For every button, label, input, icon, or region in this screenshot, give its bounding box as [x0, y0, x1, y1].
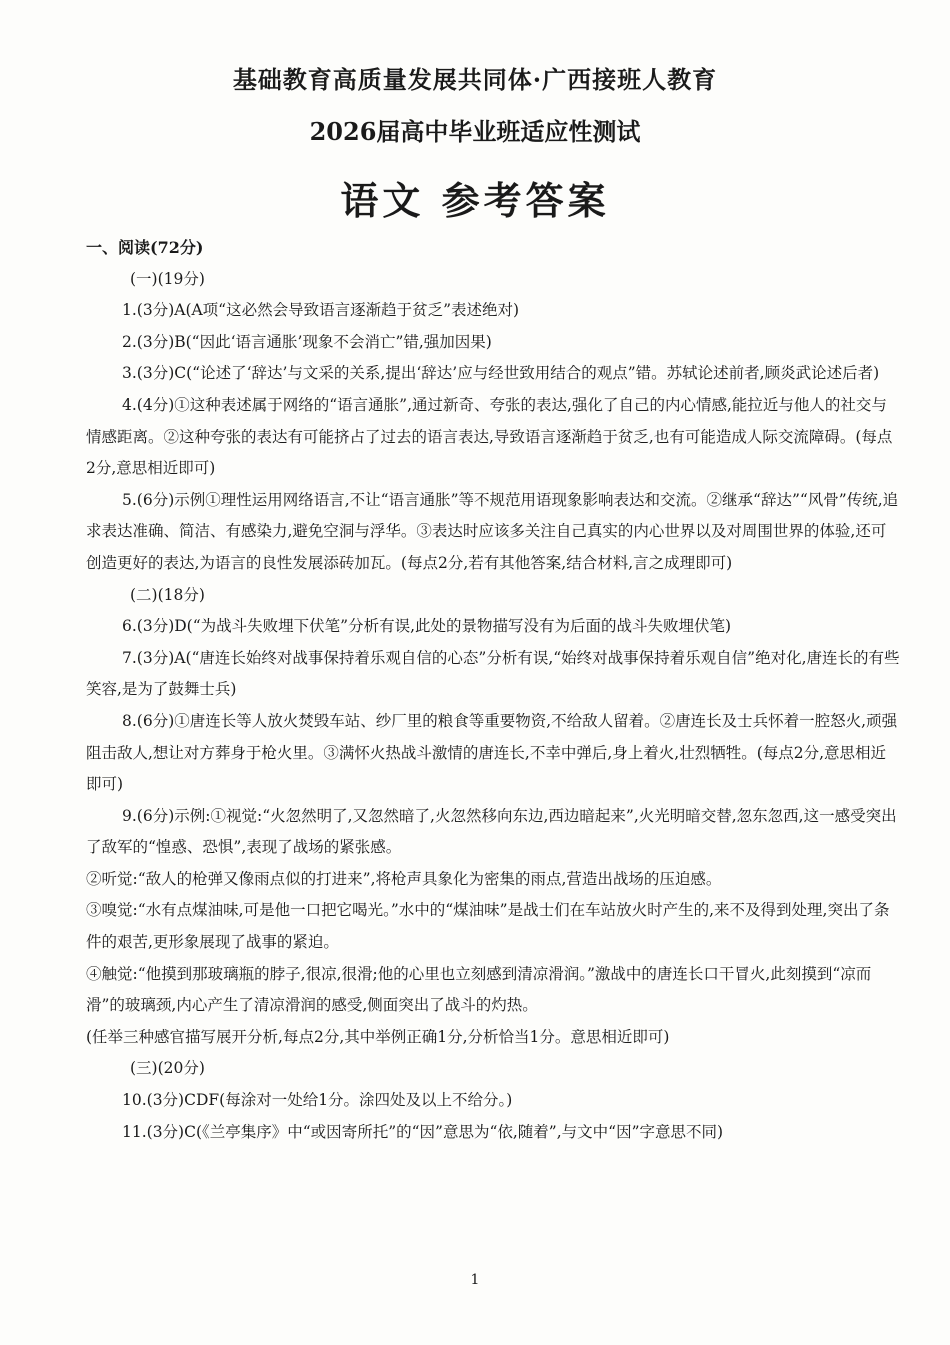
answer-item-4: 4.(4分)①这种表述属于网络的“语言通胀”,通过新奇、夸张的表达,强化了自己的内心情感,能拉近与他人的社交与情感距离。②这种夸张的表达有可能挤占了过去的语言表达,导致语言逐渐趋于贫乏,也有可能造成人际交流障碍。(每点2分,意思相近即可)	[86, 395, 893, 478]
answer-item-5: 5.(6分)示例①理性运用网络语言,不让“语言通胀”等不规范用语现象影响表达和交流。②继承“辞达”“风骨”传统,追求表达准确、简洁、有感染力,避免空洞与浮华。③表达时应该多关注自己真实的内心世界以及对周围世界的体验,还可创造更好的表达,为语言的良性发展添砖加瓦。(每点2分,若有其他答案,结合材料,言之成理即可)	[86, 490, 899, 572]
answer-item-9-smell: ③嗅觉:“水有点煤油味,可是他一口把它喝光。”水中的“煤油味”是战士们在车站放火时产生的,来不及得到处理,突出了条件的艰苦,更形象展现了战事的紧迫。	[86, 901, 890, 952]
answer-item-10: 10.(3分)CDF(每涂对一处给1分。涂四处及以上不给分。)	[122, 1091, 513, 1110]
answer-item-2: 2.(3分)B(“因此‘语言通胀’现象不会消亡”错,强加因果)	[122, 332, 492, 351]
answer-item-9-hearing: ②听觉:“敌人的枪弹又像雨点似的打进来”,将枪声具象化为密集的雨点,营造出战场的压迫感。	[86, 869, 722, 888]
part-heading-1: (一)(19分)	[130, 269, 205, 288]
answer-item-9-touch: ④触觉:“他摸到那玻璃瓶的脖子,很凉,很滑;他的心里也立刻感到清凉滑润。”激战中的唐连长口干冒火,此刻摸到“凉而滑”的玻璃颈,内心产生了清凉滑润的感受,侧面突出了战斗的灼热。	[86, 964, 872, 1015]
header-exam-title: 2026届高中毕业班适应性测试	[309, 117, 641, 146]
page-number: 1	[470, 1272, 480, 1288]
part-heading-2: (二)(18分)	[130, 585, 205, 604]
answer-item-3: 3.(3分)C(“论述了‘辞达’与文采的关系,提出‘辞达’应与经世致用结合的观点”错。苏轼论述前者,顾炎武论述后者)	[122, 364, 880, 383]
answer-body	[86, 232, 900, 1148]
answer-item-1: 1.(3分)A(A项“这必然会导致语言逐渐趋于贫乏”表述绝对)	[122, 301, 520, 320]
header-subject-title: 语文 参考答案	[340, 178, 610, 223]
section-heading-reading: 一、阅读(72分)	[86, 238, 204, 257]
header-organization: 基础教育高质量发展共同体·广西接班人教育	[232, 65, 718, 94]
part-heading-3: (三)(20分)	[130, 1059, 205, 1078]
answer-item-7: 7.(3分)A(“唐连长始终对战事保持着乐观自信的心态”分析有误,“始终对战事保持着乐观自信”绝对化,唐连长的有些笑容,是为了鼓舞士兵)	[86, 648, 900, 699]
answer-item-11: 11.(3分)C(《兰亭集序》中“或因寄所托”的“因”意思为“依,随着”,与文中“因”字意思不同)	[122, 1122, 724, 1141]
answer-item-6: 6.(3分)D(“为战斗失败埋下伏笔”分析有误,此处的景物描写没有为后面的战斗失败埋伏笔)	[122, 617, 732, 636]
answer-item-9: 9.(6分)示例:①视觉:“火忽然明了,又忽然暗了,火忽然移向东边,西边暗起来”,火光明暗交替,忽东忽西,这一感受突出了敌军的“惶惑、恐惧”,表现了战场的紧张感。	[86, 806, 897, 857]
answer-item-9-scoring: (任举三种感官描写展开分析,每点2分,其中举例正确1分,分析恰当1分。意思相近即可)	[86, 1027, 670, 1046]
answer-item-8: 8.(6分)①唐连长等人放火焚毁车站、纱厂里的粮食等重要物资,不给敌人留着。②唐连长及士兵怀着一腔怒火,顽强阻击敌人,想让对方葬身于枪火里。③满怀火热战斗激情的唐连长,不幸中弹后,身上着火,壮烈牺牲。(每点2分,意思相近即可)	[86, 711, 898, 794]
